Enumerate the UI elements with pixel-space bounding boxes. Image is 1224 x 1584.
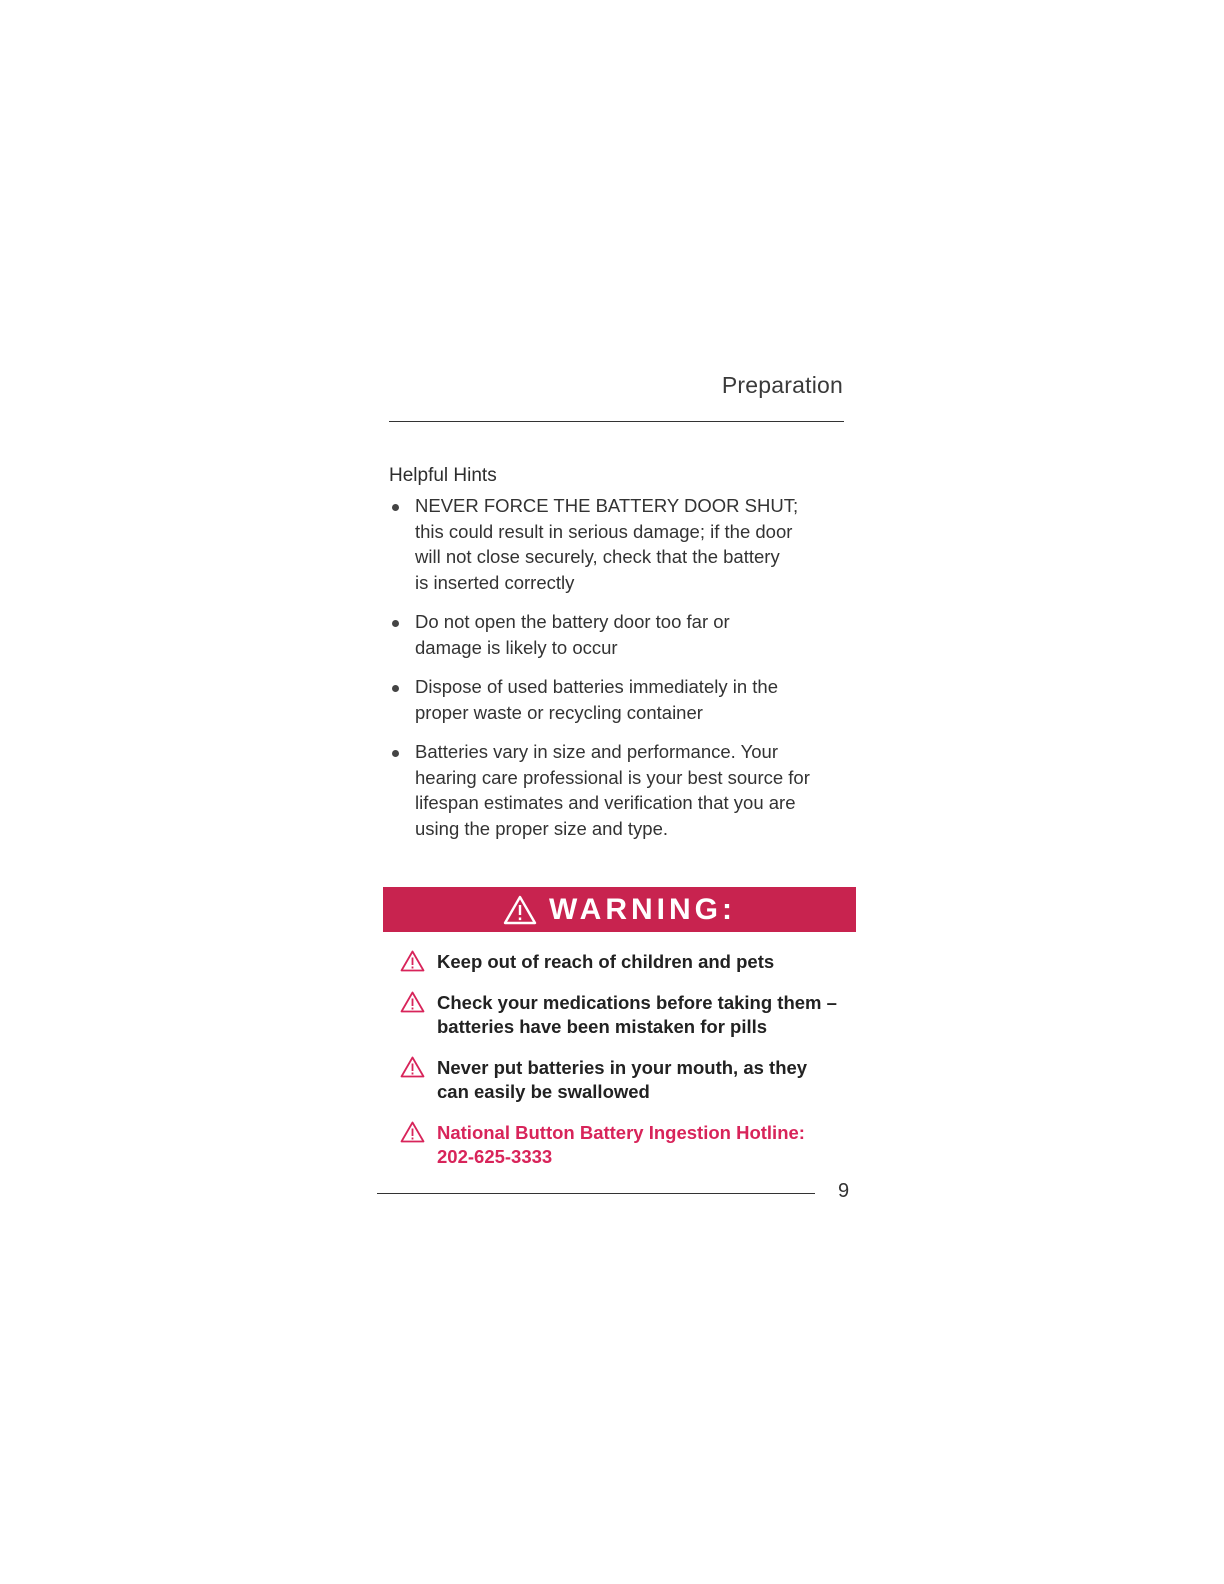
warning-triangle-icon	[503, 895, 537, 925]
warning-text-line: Keep out of reach of children and pets	[437, 951, 775, 972]
bullet-icon	[392, 620, 399, 627]
warning-text-line: Never put batteries in your mouth, as they	[437, 1057, 808, 1078]
hint-text-line: this could result in serious damage; if the door	[415, 520, 793, 542]
hotline-text-line: National Button Battery Ingestion Hotline:	[437, 1122, 805, 1143]
footer-divider	[377, 1193, 815, 1194]
warning-item	[400, 950, 870, 974]
hint-text-line: proper waste or recycling container	[415, 701, 703, 723]
warning-triangle-icon	[400, 1121, 425, 1143]
hint-item	[389, 674, 845, 725]
hint-text-line: lifespan estimates and verification that you are	[415, 792, 796, 813]
page-number: 9	[838, 1180, 850, 1202]
hint-text-line: using the proper size and type.	[415, 817, 668, 839]
warning-item	[400, 991, 870, 1039]
hint-text-line: will not close securely, check that the battery	[415, 546, 780, 567]
header-divider	[389, 421, 844, 422]
hint-text-line: damage is likely to occur	[415, 636, 618, 658]
warning-triangle-icon	[400, 950, 425, 972]
hints-heading: Helpful Hints	[389, 465, 497, 486]
warning-text-line: Check your medications before taking them –	[437, 992, 837, 1013]
warning-banner	[383, 887, 856, 932]
hint-text-line: Dispose of used batteries immediately in the	[415, 676, 778, 697]
hint-text-line: is inserted correctly	[415, 571, 575, 593]
hotline-text-line: 202-625-3333	[437, 1146, 553, 1167]
warning-triangle-icon	[400, 991, 425, 1013]
hint-item	[389, 609, 845, 660]
hint-list	[389, 493, 849, 841]
hint-text-line: hearing care professional is your best source for	[415, 766, 810, 788]
hint-text-line: Do not open the battery door too far or	[415, 611, 730, 632]
bullet-icon	[392, 750, 399, 757]
warning-text-line: batteries have been mistaken for pills	[437, 1016, 768, 1037]
warning-banner-label: WARNING:	[549, 892, 736, 926]
section-title: Preparation	[721, 372, 843, 398]
hint-item	[389, 739, 845, 841]
hint-text-line: NEVER FORCE THE BATTERY DOOR SHUT;	[415, 495, 799, 516]
hint-item	[389, 493, 845, 595]
bullet-icon	[392, 504, 399, 511]
helpful-hints-section	[389, 463, 849, 855]
warning-triangle-icon	[400, 1056, 425, 1078]
hotline-warning-item	[400, 1121, 870, 1169]
warning-item	[400, 1056, 870, 1104]
bullet-icon	[392, 685, 399, 692]
hint-text-line: Batteries vary in size and performance. Your	[415, 741, 778, 762]
warning-text-line: can easily be swallowed	[437, 1081, 650, 1102]
warning-list	[400, 950, 870, 1186]
